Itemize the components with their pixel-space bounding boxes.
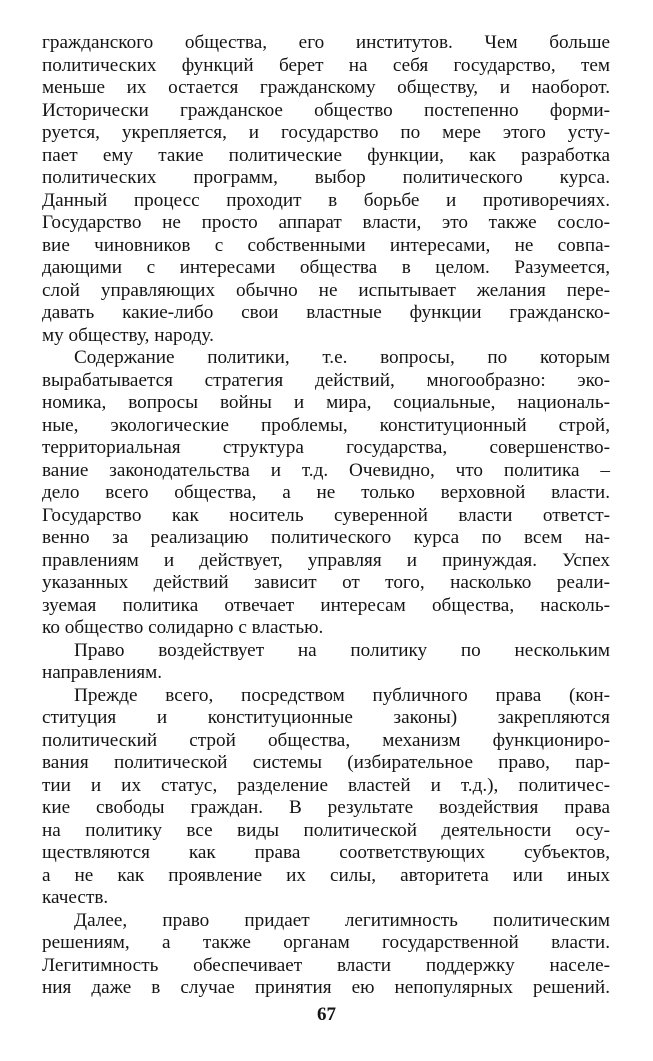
text-line: указанных действий зависит от того, насколько реали- [42, 572, 610, 593]
text-line: вание законодательства и т.д. Очевидно, что политика – [42, 459, 610, 481]
text-line: а не как проявление их силы, авторитета или иных [42, 864, 610, 886]
text-line: ществляются как права соответствующих субъектов, [42, 842, 610, 863]
text-line: Далее, право придает легитимность политическим [74, 909, 610, 931]
text-line: политических функций берет на себя государство, тем [42, 54, 610, 76]
text-line: дающими с интересами общества в целом. Разумеется, [42, 257, 610, 278]
text-line: ституция и конституционные законы) закрепляются [42, 707, 610, 728]
text-line: ные, экологические проблемы, конституционный строй, [42, 414, 610, 436]
text-line: меньше их остается гражданскому обществу, и наоборот. [42, 77, 610, 98]
text-line: слой управляющих обычно не испытывает желания пере- [42, 279, 610, 301]
text-line: венно за реализацию политического курса по всем на- [42, 527, 610, 548]
text-line: Государство как носитель суверенной власти ответст- [42, 504, 610, 526]
text-line: территориальная структура государства, совершенство- [42, 437, 610, 458]
text-line: тии и их статус, разделение властей и т.д.), политичес- [42, 774, 610, 796]
page-body [42, 32, 610, 1000]
paragraph-3 [42, 640, 610, 685]
text-line: му обществу, народу. [42, 324, 214, 346]
text-line: качеств. [42, 887, 109, 908]
text-line: дело всего общества, а не только верховной власти. [42, 482, 610, 503]
text-line: гражданского общества, его институтов. Чем больше [42, 32, 610, 53]
text-line: зуемая политика отвечает интересам общества, насколь- [42, 594, 610, 616]
text-line: направлениям. [42, 662, 163, 683]
text-line: правлениям и действует, управляя и принуждая. Успех [42, 549, 610, 571]
text-line: вания политической системы (избирательное право, пар- [42, 752, 610, 773]
text-line: ния даже в случае принятия ею непопулярных решений. [42, 977, 610, 998]
text-line: политических программ, выбор политического курса. [42, 167, 610, 188]
text-line: Государство не просто аппарат власти, это также сосло- [42, 212, 610, 233]
text-line: решениям, а также органам государственной власти. [42, 932, 610, 953]
text-line: давать какие-либо свои властные функции гражданско- [42, 302, 610, 323]
text-line: ко общество солидарно с властью. [42, 617, 324, 638]
text-line: Прежде всего, посредством публичного права (кон- [74, 684, 610, 706]
text-line: на политику все виды политической деятельности осу- [42, 819, 610, 841]
text-line: Данный процесс проходит в борьбе и противоречиях. [42, 189, 610, 211]
text-line: Содержание политики, т.е. вопросы, по которым [74, 347, 610, 368]
text-line: вырабатывается стратегия действий, многообразно: эко- [42, 369, 610, 391]
text-line: руется, укрепляется, и государство по мере этого усту- [42, 122, 610, 143]
text-line: пает ему такие политические функции, как разработка [42, 144, 610, 166]
text-line: Исторически гражданское общество постепенно форми- [42, 99, 610, 121]
page-number: 67 [317, 1004, 336, 1025]
text-line: вие чиновников с собственными интересами, не совпа- [42, 234, 610, 256]
text-line: номика, вопросы войны и мира, социальные, националь- [42, 392, 610, 413]
text-line: кие свободы граждан. В результате воздействия права [42, 797, 610, 818]
text-line: Легитимность обеспечивает власти поддержку населе- [42, 954, 610, 976]
paragraph-5 [42, 910, 610, 1000]
paragraph-2 [42, 347, 610, 640]
text-line: Право воздействует на политику по нескольким [74, 639, 610, 661]
paragraph-4 [42, 685, 610, 910]
paragraph-1 [42, 32, 610, 347]
text-line: политический строй общества, механизм функциониро- [42, 729, 610, 751]
